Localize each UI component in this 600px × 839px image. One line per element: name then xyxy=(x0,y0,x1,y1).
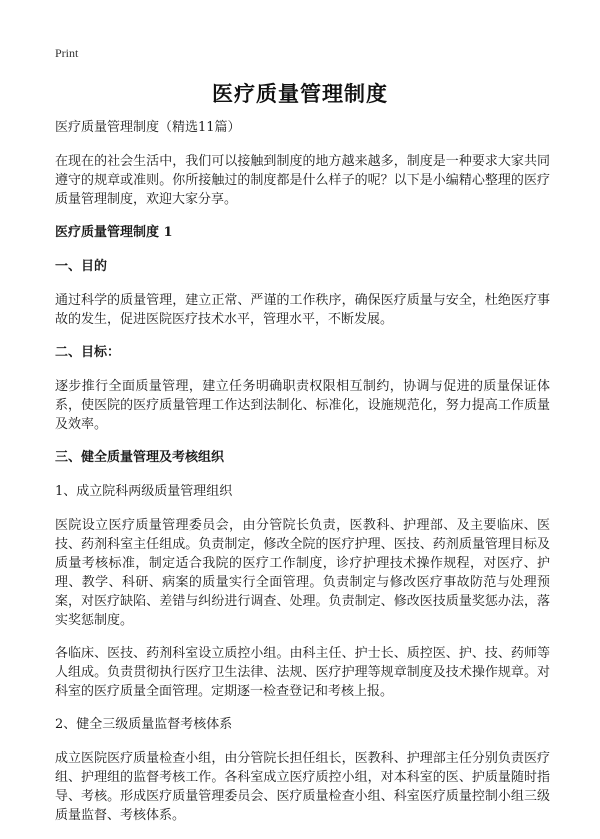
goal-paragraph: 逐步推行全面质量管理，建立任务明确职责权限相互制约，协调与促进的质量保证体系，使医院的医疗质量管理工作达到法制化、标准化，设施规范化，努力提高工作质量及效率。 xyxy=(55,379,550,432)
subsection-2-paragraph: 成立医院医疗质量检查小组，由分管院长担任组长，医教科、护理部主任分别负责医疗组、护理组的监督考核工作。各科室成立医疗质控小组，对本科室的医、护质量随时指导、考核。形成医疗质量管理委员会、医疗质量检查小组、科室医疗质量控制小组三级质量监督、考核体系。 xyxy=(55,751,550,823)
subsection-1-paragraph-b: 各临床、医技、药剂科室设立质控小组。由科主任、护士长、质控医、护、技、药师等人组成。负责贯彻执行医疗卫生法律、法规、医疗护理等规章制度及技术操作规章。对科室的医疗质量全面管理。定期逐一检查登记和考核上报。 xyxy=(55,646,550,699)
subheading-2: 2、健全三级质量监督考核体系 xyxy=(55,717,233,732)
intro-paragraph: 在现在的社会生活中，我们可以接触到制度的地方越来越多，制度是一种要求大家共同遵守的规章或准则。你所接触过的制度都是什么样子的呢？以下是小编精心整理的医疗质量管理制度，欢迎大家分享。 xyxy=(55,154,550,207)
subheading-1: 1、成立院科两级质量管理组织 xyxy=(55,484,233,499)
section-title: 医疗质量管理制度 1 xyxy=(55,225,173,240)
purpose-paragraph: 通过科学的质量管理，建立正常、严谨的工作秩序，确保医疗质量与安全，杜绝医疗事故的发生，促进医院医疗技术水平，管理水平，不断发展。 xyxy=(55,293,550,327)
page-title: 医疗质量管理制度 xyxy=(212,82,388,106)
heading-purpose: 一、目的 xyxy=(55,259,108,274)
document-subtitle: 医疗质量管理制度（精选11篇） xyxy=(55,120,241,135)
print-label: Print xyxy=(55,46,79,60)
document-body xyxy=(55,118,550,839)
heading-organization: 三、健全质量管理及考核组织 xyxy=(55,450,225,465)
subsection-1-paragraph-a: 医院设立医疗质量管理委员会，由分管院长负责，医教科、护理部、及主要临床、医技、药剂科室主任组成。负责制定，修改全院的医疗护理、医技、药剂质量管理目标及质量考核标准，制定适合我院的医疗工作制度，诊疗护理技术操作规程，对医疗、护理、教学、科研、病案的质量实行全面管理。负责制定与修改医疗事故防范与处理预案，对医疗缺陷、差错与纠纷进行调查、处理。负责制定、修改医技质量奖惩办法，落实奖惩制度。 xyxy=(55,518,550,628)
heading-goal: 二、目标： xyxy=(55,345,121,360)
